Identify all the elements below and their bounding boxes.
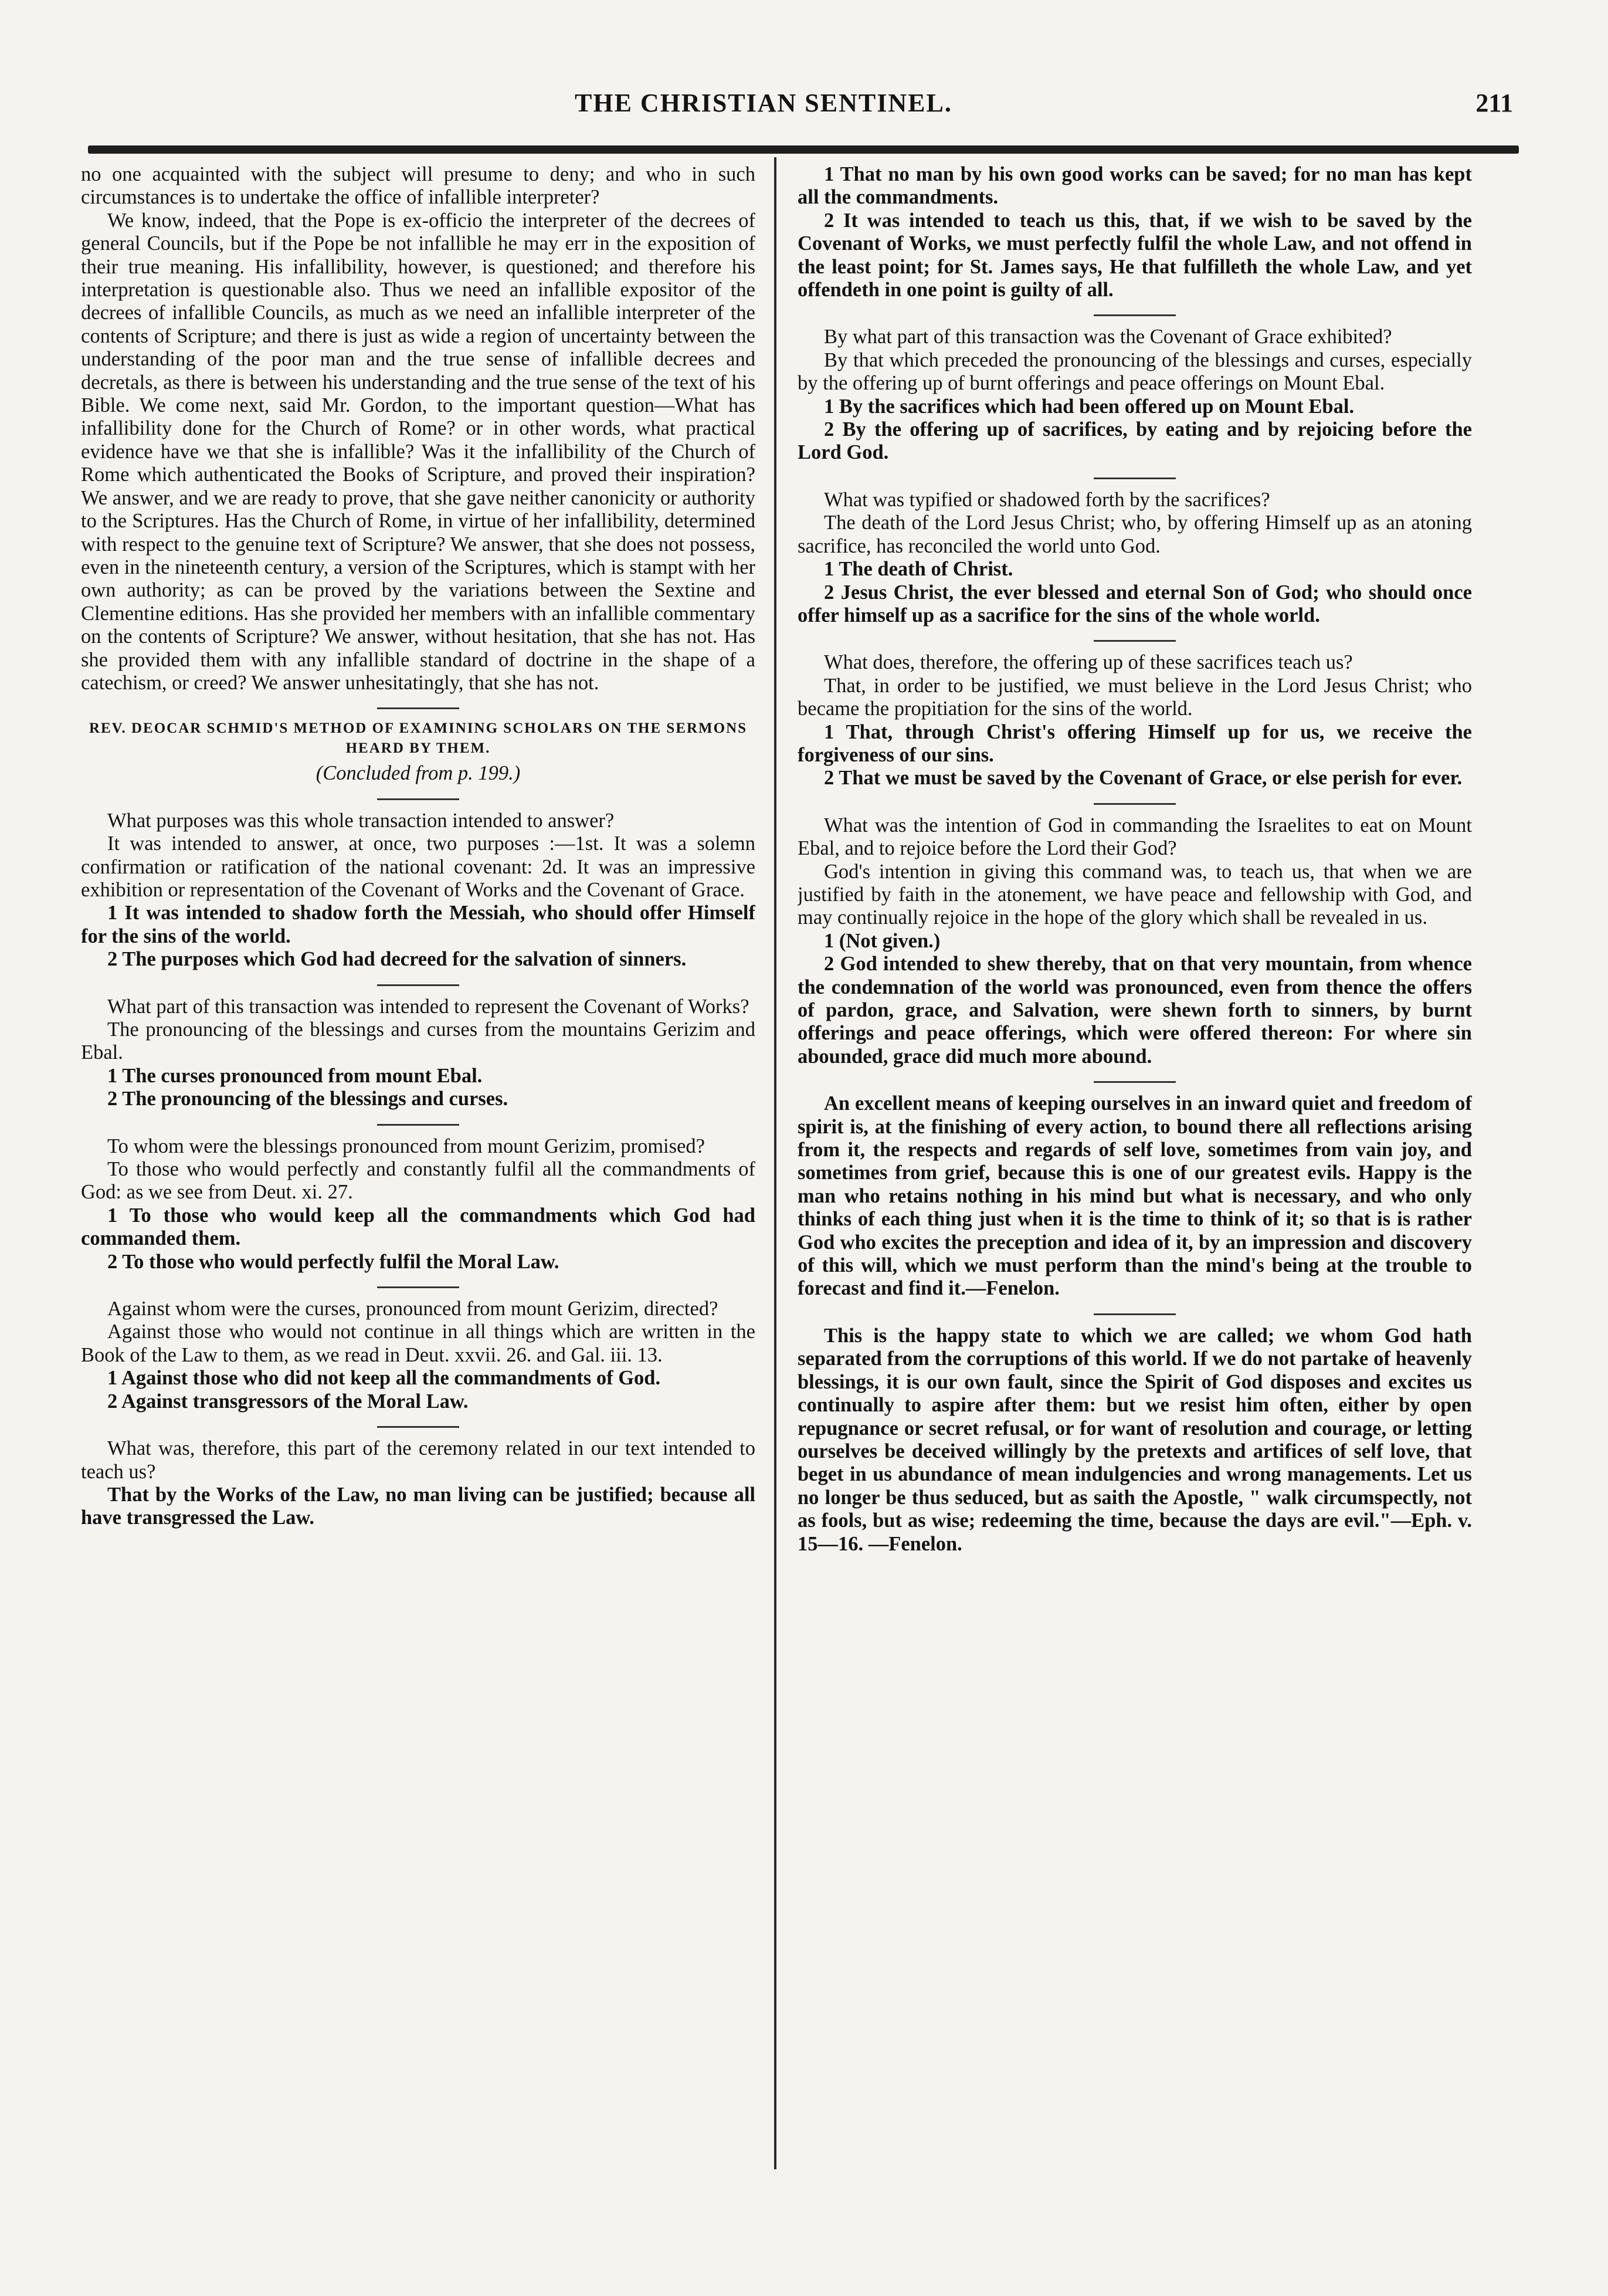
divider — [1094, 478, 1176, 479]
divider — [1094, 1081, 1176, 1083]
running-title: THE CHRISTIAN SENTINEL. — [575, 89, 952, 117]
question: What purposes was this whole transaction intended to answer? — [107, 809, 615, 832]
left-column — [81, 163, 755, 2187]
answer-point: 2 It was intended to teach us this, that, if we wish to be saved by the Covenant of Works, we must perfectly fulfil the whole Law, and not offend in the least point; for St. James says, He that fulfilleth the whole Law, and yet offendeth in one point is guilty of all. — [798, 209, 1472, 302]
question: What does, therefore, the offering up of these sacrifices teach us? — [824, 651, 1353, 674]
divider — [1094, 803, 1176, 805]
divider — [1094, 1313, 1176, 1315]
divider — [1094, 314, 1176, 316]
answer-point: 1 The curses pronounced from mount Ebal. — [107, 1064, 483, 1087]
section-title: REV. DEOCAR SCHMID'S METHOD OF EXAMINING SCHOLARS ON THE SERMONS HEARD BY THEM. — [89, 720, 748, 757]
divider — [377, 1286, 459, 1288]
answer-point: 1 (Not given.) — [824, 929, 941, 952]
answer-point: 2 The pronouncing of the blessings and curses. — [107, 1088, 508, 1110]
fenelon-quote: This is the happy state to which we are called; we whom God hath separated from the corruptions of this world. If we do not partake of heavenly blessings, it is our own fault, since the Spirit of God disposes and excites us continually to aspire after them: but we resist him often, either by open repugnance or secret refusal, or for want of resolution and courage, or letting ourselves be deceived willingly by the pretexts and artifices of self love, that beget in us abundance of mean indulgencies and wrong managements. Let us no longer be thus seduced, but as saith the Apostle, " walk circumspectly, not as fools, but as wise; redeeming the time, because the days are evil."—Eph. v. 15—16. —Fenelon. — [798, 1324, 1472, 1555]
continuation-note: (Concluded from p. 199.) — [316, 762, 521, 785]
answer: That by the Works of the Law, no man living can be justified; because all have transgressed the Law. — [81, 1483, 755, 1529]
answer-point: 2 Jesus Christ, the ever blessed and eternal Son of God; who should once offer himself up as a sacrifice for the sins of the whole world. — [798, 581, 1472, 627]
answer-point: 1 To those who would keep all the commandments which God had commanded them. — [81, 1204, 755, 1250]
column-divider — [774, 157, 776, 2169]
question: By what part of this transaction was the Covenant of Grace exhibited? — [824, 326, 1392, 348]
divider — [377, 707, 459, 709]
question: What was, therefore, this part of the ceremony related in our text intended to teach us? — [81, 1437, 755, 1483]
answer-point: 1 Against those who did not keep all the commandments of God. — [107, 1367, 661, 1390]
page-number: 211 — [1475, 89, 1513, 117]
answer-point: 1 That, through Christ's offering Himself up for us, we receive the forgiveness of our sins. — [798, 720, 1472, 766]
answer-point: 2 That we must be saved by the Covenant of Grace, or else perish for ever. — [824, 767, 1463, 790]
answer: That, in order to be justified, we must believe in the Lord Jesus Christ; who became the propitiation for the sins of the world. — [798, 674, 1472, 720]
answer: Against those who would not continue in all things which are written in the Book of the Law to them, as we read in Deut. xxvii. 26. and Gal. iii. 13. — [81, 1320, 755, 1366]
answer-point: 2 God intended to shew thereby, that on that very mountain, from whence the condemnation of the world was pronounced, even from thence the offers of pardon, grace, and Salvation, were shewn forth to sinners, by burnt offerings and peace offerings, which were offered thereon: For where sin abounded, grace did much more abound. — [798, 953, 1472, 1068]
fenelon-quote: An excellent means of keeping ourselves in an inward quiet and freedom of spirit is, at the finishing of every action, to bound there all reflections arising from it, the respects and regards of self love, sometimes from vain joy, and sometimes from grief, because this is one of our greatest evils. Happy is the man who retains nothing in his mind but what is necessary, and who only thinks of each thing just when it is the time to think of it; so that is is rather God who excites the preception and idea of it, by an impression and discovery of this will, which we must perform than the mind's being at the trouble to forecast and find it.—Fenelon. — [798, 1092, 1472, 1300]
right-column — [798, 163, 1472, 2187]
answer: God's intention in giving this command was, to teach us, that when we are justified by faith in the atonement, we have peace and fellowship with God, and may continually rejoice in the hope of the glory which shall be revealed in us. — [798, 860, 1472, 929]
answer-point: 1 By the sacrifices which had been offered up on Mount Ebal. — [824, 395, 1355, 418]
answer-point: 2 By the offering up of sacrifices, by eating and by rejoicing before the Lord God. — [798, 418, 1472, 464]
divider — [377, 984, 459, 986]
page-header — [88, 88, 1513, 135]
question: To whom were the blessings pronounced from mount Gerizim, promised? — [107, 1135, 705, 1157]
divider — [377, 1426, 459, 1428]
answer: To those who would perfectly and constantly fulfil all the commandments of God: as we see from Deut. xi. 27. — [81, 1158, 755, 1204]
divider — [377, 798, 459, 800]
answer-point: 1 That no man by his own good works can be saved; for no man has kept all the commandments. — [798, 163, 1472, 209]
divider — [1094, 640, 1176, 642]
paragraph: We know, indeed, that the Pope is ex-officio the interpreter of the decrees of general Councils, but if the Pope be not infallible he may err in the exposition of their true meaning. His infallibility, however, is questioned; and therefore his interpretation is questionable also. Thus we need an infallible expositor of the decrees of infallible Councils, as much as we need an infallible interpreter of the contents of Scripture; and there is just as wide a region of uncertainty between the understanding of the poor man and the true sense of infallible decrees and decretals, as there is between his understanding and the true sense of the text of his Bible. We come next, said Mr. Gordon, to the important question—What has infallibility done for the Church of Rome? or in other words, what practical evidence have we that she is infallible? Was it the infallibility of the Church of Rome which authenticated the Books of Scripture, and proved their inspiration? We answer, and we are ready to prove, that she gave neither canonicity or authority to the Scriptures. Has the Church of Rome, in virtue of her infallibility, determined with respect to the genuine text of Scripture? We answer, that she does not possess, even in the nineteenth century, a version of the Scriptures, which is stampt with her own authority; as can be proved by the variations between the Sextine and Clementine editions. Has she provided her members with an infallible commentary on the contents of Scripture? We answer, without hesitation, that she has not. Has she provided them with any infallible standard of doctrine in the shape of a catechism, or creed? We answer unhesitatingly, that she has not. — [81, 209, 755, 694]
answer: The pronouncing of the blessings and curses from the mountains Gerizim and Ebal. — [81, 1018, 755, 1064]
answer-point: 1 It was intended to shadow forth the Messiah, who should offer Himself for the sins of the world. — [81, 902, 755, 947]
answer: By that which preceded the pronouncing of the blessings and curses, especially by the offering up of burnt offerings and peace offerings on Mount Ebal. — [798, 348, 1472, 395]
answer: It was intended to answer, at once, two purposes :—1st. It was a solemn confirmation or ratification of the national covenant: 2d. It was an impressive exhibition or representation of the Covenant of Works and the Covenant of Grace. — [81, 832, 755, 901]
question: Against whom were the curses, pronounced from mount Gerizim, directed? — [107, 1298, 718, 1320]
header-rule — [88, 145, 1519, 154]
question: What part of this transaction was intended to represent the Covenant of Works? — [107, 995, 749, 1018]
answer-point: 1 The death of Christ. — [824, 558, 1013, 581]
paragraph: no one acquainted with the subject will presume to deny; and who in such circumstances is to undertake the office of infallible interpreter? — [81, 163, 755, 209]
divider — [377, 1124, 459, 1126]
answer-point: 2 The purposes which God had decreed for the salvation of sinners. — [107, 948, 687, 971]
answer: The death of the Lord Jesus Christ; who, by offering Himself up as an atoning sacrifice, has reconciled the world unto God. — [798, 512, 1472, 557]
question: What was the intention of God in commanding the Israelites to eat on Mount Ebal, and to rejoice before the Lord their God? — [798, 814, 1472, 860]
answer-point: 2 To those who would perfectly fulfil the Moral Law. — [107, 1250, 559, 1273]
question: What was typified or shadowed forth by the sacrifices? — [824, 488, 1270, 511]
answer-point: 2 Against transgressors of the Moral Law. — [107, 1390, 469, 1413]
